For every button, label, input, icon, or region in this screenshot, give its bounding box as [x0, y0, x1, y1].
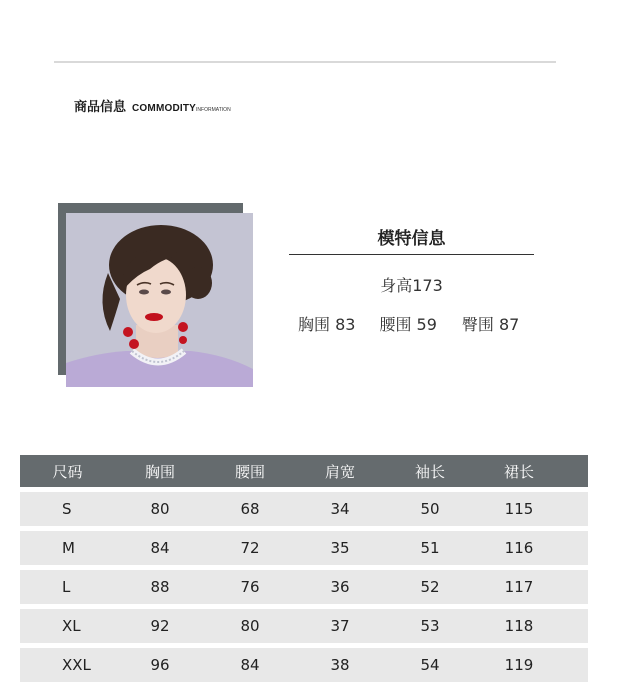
bust-cell: 80: [150, 500, 170, 518]
model-hip: 臀围 87: [461, 315, 520, 334]
column-header-dress-length: 裙长: [503, 462, 534, 481]
waist-cell: 84: [240, 656, 260, 674]
bust-cell: 92: [150, 617, 170, 635]
section-title-en-small: INFORMATION: [196, 107, 231, 113]
dress-length-cell: 116: [504, 539, 534, 557]
dress-length-cell: 117: [504, 578, 534, 596]
shoulder-cell: 34: [330, 500, 350, 518]
waist-cell: 80: [240, 617, 260, 635]
column-header-shoulder: 肩宽: [324, 462, 355, 481]
size-cell: M: [62, 539, 75, 557]
top-divider: [54, 61, 556, 63]
sleeve-cell: 50: [420, 500, 440, 518]
section-title-en: COMMODITY: [132, 103, 197, 114]
size-cell: S: [62, 500, 72, 518]
size-cell: L: [62, 578, 71, 596]
section-title-zh: 商品信息: [74, 100, 127, 115]
table-row: [20, 492, 588, 526]
bust-cell: 96: [150, 656, 170, 674]
shoulder-cell: 38: [330, 656, 350, 674]
column-header-sleeve: 袖长: [414, 462, 445, 481]
model-height: 身高173: [380, 276, 443, 295]
shoulder-cell: 37: [330, 617, 350, 635]
waist-cell: 68: [240, 500, 260, 518]
sleeve-cell: 54: [420, 656, 440, 674]
size-table: [20, 455, 588, 682]
model-info-divider: [289, 254, 534, 255]
size-cell: XL: [62, 617, 81, 635]
waist-cell: 72: [240, 539, 260, 557]
dress-length-cell: 119: [504, 656, 534, 674]
bust-cell: 88: [150, 578, 170, 596]
column-header-size: 尺码: [52, 462, 83, 481]
column-header-bust: 胸围: [144, 462, 175, 481]
section-header: [74, 96, 231, 115]
table-row: [20, 648, 588, 682]
sleeve-cell: 52: [420, 578, 440, 596]
model-bust: 胸围 83: [298, 315, 356, 334]
size-cell: XXL: [62, 656, 91, 674]
waist-cell: 76: [240, 578, 260, 596]
dress-length-cell: 118: [504, 617, 534, 635]
model-measurements: [298, 312, 519, 335]
column-header-waist: 腰围: [234, 462, 265, 481]
shoulder-cell: 36: [330, 578, 350, 596]
model-waist: 腰围 59: [379, 315, 437, 334]
sleeve-cell: 51: [420, 539, 440, 557]
model-info-title: 模特信息: [377, 229, 446, 249]
table-row: [20, 531, 588, 565]
size-table-header: [20, 455, 588, 487]
dress-length-cell: 115: [504, 500, 534, 518]
sleeve-cell: 53: [420, 617, 440, 635]
model-photo: [66, 213, 253, 387]
table-row: [20, 570, 588, 604]
shoulder-cell: 35: [330, 539, 350, 557]
bust-cell: 84: [150, 539, 170, 557]
table-row: [20, 609, 588, 643]
